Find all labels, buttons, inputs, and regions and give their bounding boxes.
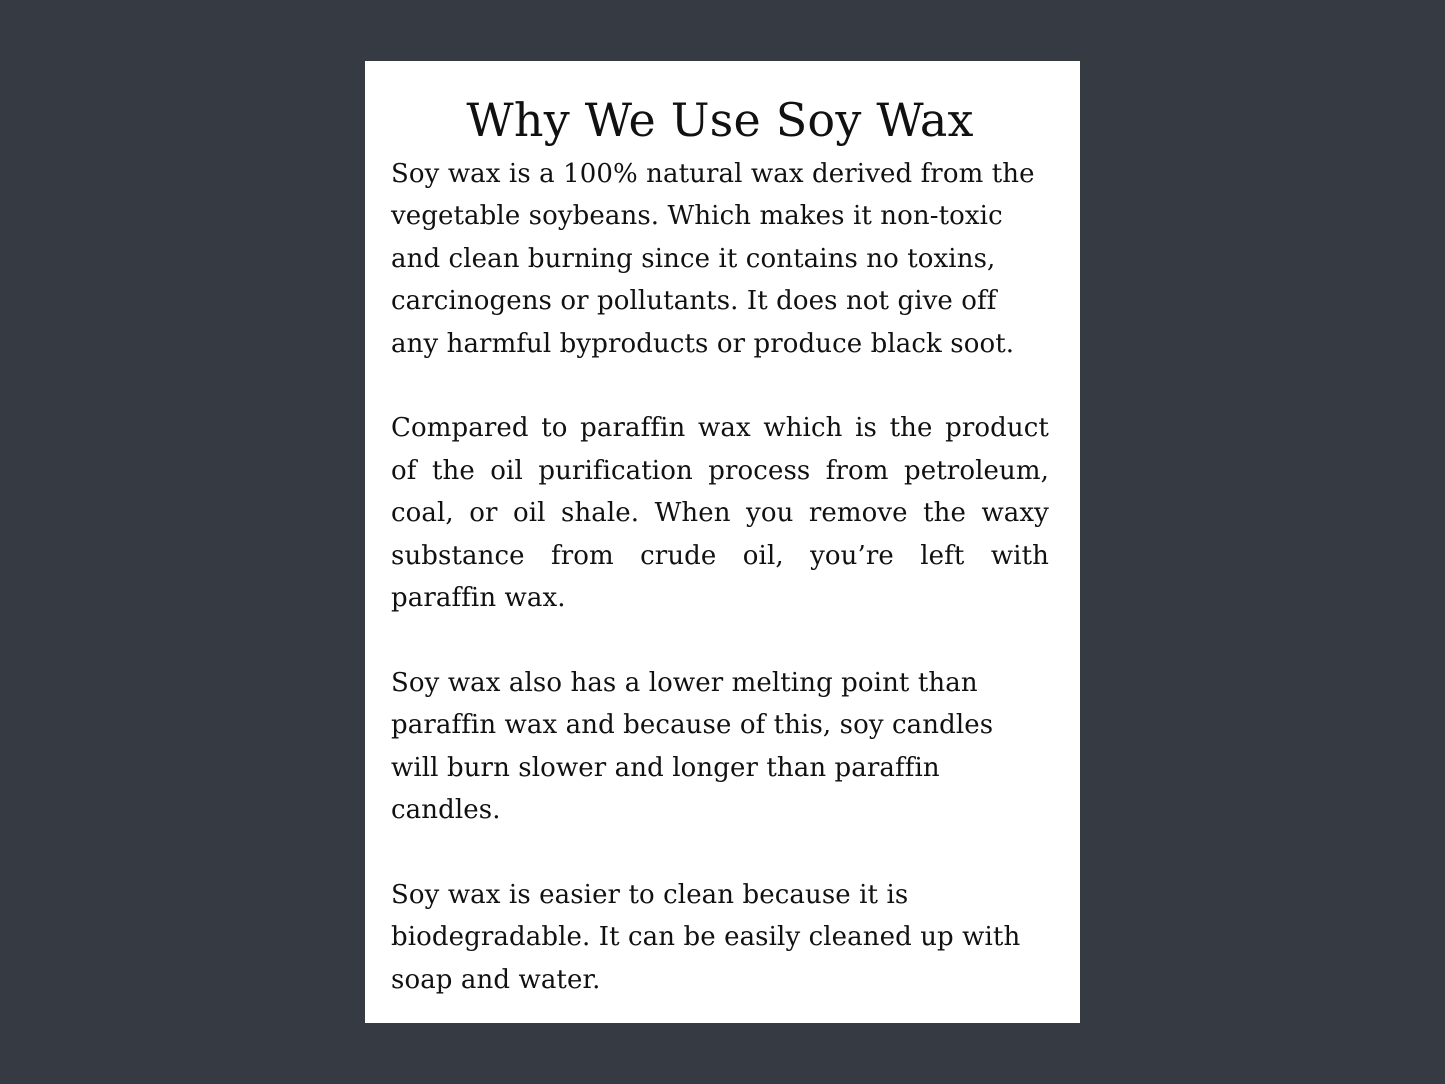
word: remove: [808, 498, 908, 529]
paragraph-melting-point: [391, 662, 1049, 832]
word: of: [391, 455, 417, 486]
word: Compared: [391, 413, 529, 444]
word: you’re: [810, 540, 894, 571]
paragraph-line: paraffin wax and because of this, soy candles: [391, 710, 994, 741]
paragraph-line: soap and water.: [391, 964, 601, 995]
word: left: [920, 540, 965, 571]
document-card: [365, 61, 1080, 1023]
word: petroleum,: [904, 455, 1049, 486]
document-title: Why We Use Soy Wax: [466, 93, 974, 147]
word: crude: [640, 540, 717, 571]
word: oil,: [742, 540, 784, 571]
paragraph-line: [391, 407, 1049, 449]
word: waxy: [981, 498, 1049, 529]
word: the: [889, 413, 933, 444]
word: substance: [391, 540, 525, 571]
word: from: [825, 455, 889, 486]
word: from: [551, 540, 614, 571]
paragraph-easy-cleanup: [391, 874, 1049, 1001]
paragraph-line: [391, 535, 1049, 577]
paragraph-line: candles.: [391, 795, 501, 826]
word: oil: [512, 498, 546, 529]
paragraph-line: Soy wax also has a lower melting point than: [391, 667, 978, 698]
word: paraffin: [580, 413, 686, 444]
word: with: [990, 540, 1049, 571]
paragraph-soy-wax-natural: [391, 153, 1049, 365]
paragraph-line: [391, 492, 1049, 534]
word: or: [469, 498, 498, 529]
paragraph-line: any harmful byproducts or produce black soot.: [391, 328, 1015, 359]
word: the: [431, 455, 475, 486]
paragraph-line: carcinogens or pollutants. It does not give off: [391, 286, 997, 317]
word: When: [654, 498, 731, 529]
word: shale.: [561, 498, 640, 529]
paragraph-line: and clean burning since it contains no toxins,: [391, 243, 996, 274]
paragraph-line: vegetable soybeans. Which makes it non-toxic: [391, 201, 1003, 232]
paragraph-line: Soy wax is easier to clean because it is: [391, 879, 909, 910]
word: you: [746, 498, 794, 529]
paragraph-line: Soy wax is a 100% natural wax derived from the: [391, 159, 1035, 189]
word: which: [763, 413, 843, 444]
word: product: [945, 413, 1049, 444]
word: purification: [538, 455, 693, 486]
word: wax: [697, 413, 751, 444]
paragraph-paraffin-comparison: [391, 407, 1049, 619]
paragraph-line: [391, 450, 1049, 492]
word: coal,: [391, 498, 454, 529]
word: process: [708, 455, 811, 486]
word: oil: [490, 455, 523, 486]
paragraph-line: will burn slower and longer than paraffin: [391, 752, 940, 783]
paragraph-line: biodegradable. It can be easily cleaned up with: [391, 922, 1021, 953]
word: the: [923, 498, 967, 529]
word: is: [855, 413, 877, 444]
word: to: [541, 413, 568, 444]
paragraph-line: paraffin wax.: [391, 583, 566, 614]
